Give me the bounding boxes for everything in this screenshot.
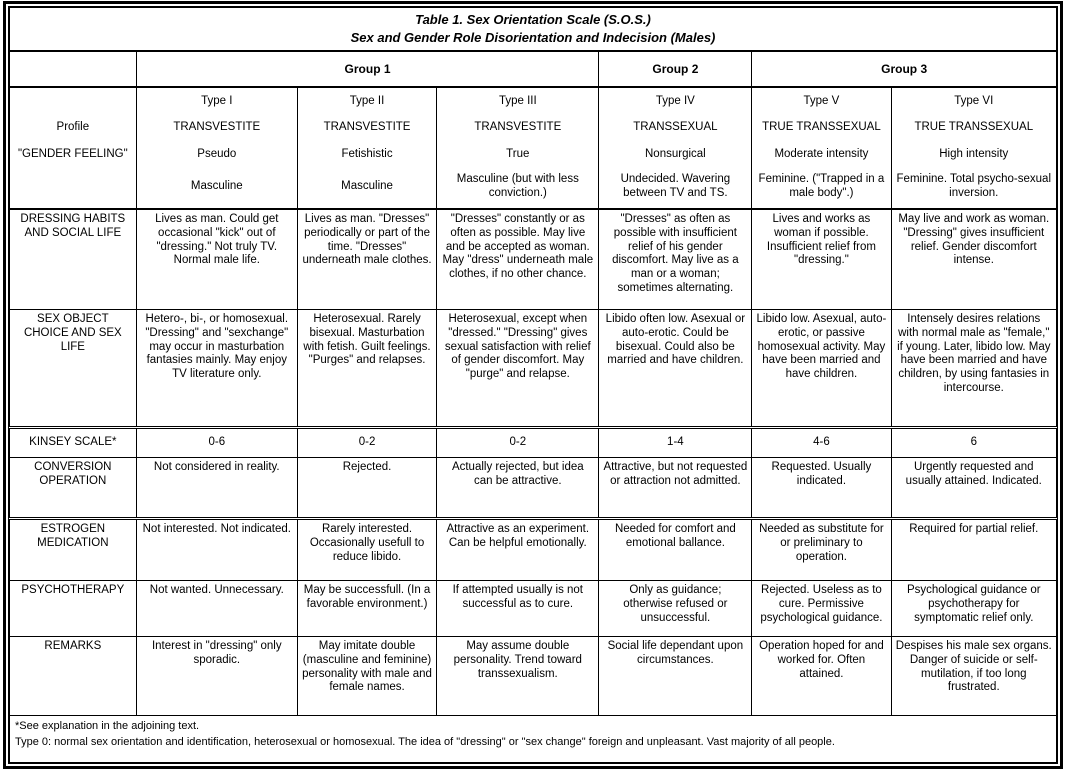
cell-kinsey-type-6: 6 [891, 428, 1056, 458]
cell-estrogen-type-6: Required for partial relief. [891, 519, 1056, 581]
type-3-feeling: Masculine (but with less conviction.) [456, 173, 579, 199]
cell-kinsey-type-5: 4-6 [752, 428, 891, 458]
type-6-name: TRUE TRANSSEXUAL [914, 120, 1034, 133]
cell-psychotherapy-type-4: Only as guidance; otherwise refused or unsuccessful. [599, 581, 752, 637]
group-3-header: Group 3 [752, 51, 1057, 87]
cell-sexobject-type-6: Intensely desires relations with normal male as "female," if young. Later, libido low. May have been married and have children, by using fantasies in intercourse. [891, 310, 1056, 428]
row-label-kinsey-scale: KINSEY SCALE* [10, 428, 137, 458]
cell-dressing-type-5: Lives and works as woman if possible. Insufficient relief from "dressing." [752, 209, 891, 310]
profile-type-4 [599, 87, 752, 209]
footnotes [10, 716, 1057, 763]
cell-conversion-type-6: Urgently requested and usually attained. Indicated. [891, 458, 1056, 519]
estrogen-medication-row [10, 519, 1057, 581]
cell-psychotherapy-type-6: Psychological guidance or psychotherapy for symptomatic relief only. [891, 581, 1056, 637]
cell-dressing-type-3: "Dresses" constantly or as often as possible. May live and be accepted as woman. May "dress" underneath male clothes, if no other chance. [437, 209, 599, 310]
cell-kinsey-type-4: 1-4 [599, 428, 752, 458]
type-1-subtype: Pseudo [197, 147, 237, 160]
cell-kinsey-type-3: 0-2 [437, 428, 599, 458]
type-3-heading: Type III [498, 95, 537, 108]
cell-remarks-type-5: Operation hoped for and worked for. Often attained. [752, 637, 891, 716]
profile-row [10, 87, 1057, 209]
table-title [10, 8, 1057, 52]
row-label-remarks: REMARKS [10, 637, 137, 716]
cell-estrogen-type-1: Not interested. Not indicated. [136, 519, 297, 581]
type-2-subtype: Fetishistic [341, 147, 393, 160]
footnote-row [10, 716, 1057, 763]
cell-conversion-type-1: Not considered in reality. [136, 458, 297, 519]
row-label-conversion-operation: CONVERSION OPERATION [10, 458, 137, 519]
type-5-subtype: Moderate intensity [774, 147, 869, 160]
kinsey-scale-row [10, 428, 1057, 458]
cell-sexobject-type-2: Heterosexual. Rarely bisexual. Masturbation with fetish. Guilt feelings. "Purges" and relapses. [297, 310, 436, 428]
cell-conversion-type-2: Rejected. [297, 458, 436, 519]
cell-sexobject-type-5: Libido low. Asexual, auto-erotic, or passive homosexual activity. May have been married and have children. [752, 310, 891, 428]
cell-dressing-type-6: May live and work as woman. "Dressing" gives insufficient relief. Gender discomfort intense. [891, 209, 1056, 310]
type-1-name: TRANSVESTITE [173, 120, 261, 133]
cell-dressing-type-4: "Dresses" as often as possible with insufficient relief of his gender discomfort. May live as a man or a woman; sometimes alternating. [599, 209, 752, 310]
title-row [10, 8, 1057, 52]
table-inner-border [8, 6, 1058, 764]
dressing-habits-row [10, 209, 1057, 310]
cell-dressing-type-2: Lives as man. "Dresses" periodically or part of the time. "Dresses" underneath male clothes. [297, 209, 436, 310]
cell-estrogen-type-2: Rarely interested. Occasionally usefull to reduce libido. [297, 519, 436, 581]
group-header-row [10, 51, 1057, 87]
profile-type-1 [136, 87, 297, 209]
gender-feeling-label: "GENDER FEELING" [17, 147, 128, 160]
group-1-header: Group 1 [136, 51, 599, 87]
type-3-subtype: True [506, 147, 530, 160]
cell-remarks-type-6: Despises his male sex organs. Danger of suicide or self-mutilation, if too long frustrated. [891, 637, 1056, 716]
type-3-name: TRANSVESTITE [474, 120, 562, 133]
row-label-estrogen-medication: ESTROGEN MEDICATION [10, 519, 137, 581]
table-outer-border [3, 1, 1063, 769]
cell-kinsey-type-1: 0-6 [136, 428, 297, 458]
footnote-line1: *See explanation in the adjoining text. [15, 720, 200, 732]
cell-estrogen-type-5: Needed as substitute for or preliminary to operation. [752, 519, 891, 581]
cell-dressing-type-1: Lives as man. Could get occasional "kick" out of "dressing." Not truly TV. Normal male life. [136, 209, 297, 310]
profile-type-3 [437, 87, 599, 209]
group-header-empty-cell [10, 51, 137, 87]
type-6-subtype: High intensity [939, 147, 1009, 160]
type-4-heading: Type IV [655, 95, 695, 108]
type-5-heading: Type V [803, 95, 840, 108]
cell-sexobject-type-3: Heterosexual, except when "dressed." "Dressing" gives sexual satisfaction with relief of gender discomfort. May "purge" and relapse. [437, 310, 599, 428]
sos-table [9, 7, 1057, 763]
profile-label: Profile [56, 120, 90, 133]
type-1-feeling: Masculine [190, 180, 243, 193]
cell-psychotherapy-type-1: Not wanted. Unnecessary. [136, 581, 297, 637]
type-1-heading: Type I [201, 95, 233, 108]
cell-conversion-type-3: Actually rejected, but idea can be attractive. [437, 458, 599, 519]
cell-remarks-type-4: Social life dependant upon circumstances. [599, 637, 752, 716]
group-2-header: Group 2 [599, 51, 752, 87]
row-label-psychotherapy: PSYCHOTHERAPY [10, 581, 137, 637]
row-label-profile [10, 87, 137, 209]
cell-conversion-type-4: Attractive, but not requested or attraction not admitted. [599, 458, 752, 519]
type-5-name: TRUE TRANSSEXUAL [762, 120, 881, 133]
cell-estrogen-type-3: Attractive as an experiment. Can be helpful emotionally. [437, 519, 599, 581]
profile-type-2 [297, 87, 436, 209]
cell-conversion-type-5: Requested. Usually indicated. [752, 458, 891, 519]
cell-sexobject-type-4: Libido often low. Asexual or auto-erotic. Could be bisexual. Could also be married and have children. [599, 310, 752, 428]
type-4-subtype: Nonsurgical [645, 147, 706, 160]
remarks-row [10, 637, 1057, 716]
type-5-feeling: Feminine. ("Trapped in a male body".) [758, 173, 885, 199]
conversion-operation-row [10, 458, 1057, 519]
cell-psychotherapy-type-2: May be successfull. (In a favorable environment.) [297, 581, 436, 637]
cell-remarks-type-2: May imitate double (masculine and feminine) personality with male and female names. [297, 637, 436, 716]
row-label-sex-object: SEX OBJECT CHOICE AND SEX LIFE [10, 310, 137, 428]
cell-psychotherapy-type-5: Rejected. Useless as to cure. Permissive psychological guidance. [752, 581, 891, 637]
cell-remarks-type-3: May assume double personality. Trend toward transsexualism. [437, 637, 599, 716]
type-2-name: TRANSVESTITE [323, 120, 411, 133]
profile-type-6 [891, 87, 1056, 209]
footnote-line2: Type 0: normal sex orientation and identification, heterosexual or homosexual. The idea of "dressing" or "sex change" foreign and unpleasant. Vast majority of all people. [15, 735, 835, 748]
sex-object-row [10, 310, 1057, 428]
table-title-line2: Sex and Gender Role Disorientation and Indecision (Males) [350, 30, 716, 45]
cell-sexobject-type-1: Hetero-, bi-, or homosexual. "Dressing" and "sexchange" may occur in masturbation fantasies mainly. May enjoy TV literature only. [136, 310, 297, 428]
type-4-feeling: Undecided. Wavering between TV and TS. [620, 173, 731, 199]
cell-kinsey-type-2: 0-2 [297, 428, 436, 458]
type-4-name: TRANSSEXUAL [633, 120, 718, 133]
type-2-feeling: Masculine [341, 180, 393, 193]
profile-type-5 [752, 87, 891, 209]
table-title-line1: Table 1. Sex Orientation Scale (S.O.S.) [415, 12, 651, 28]
document-page [3, 1, 1063, 769]
cell-remarks-type-1: Interest in "dressing" only sporadic. [136, 637, 297, 716]
psychotherapy-row [10, 581, 1057, 637]
cell-psychotherapy-type-3: If attempted usually is not successful as to cure. [437, 581, 599, 637]
type-6-feeling: Feminine. Total psycho-sexual inversion. [896, 173, 1052, 199]
row-label-dressing-habits: DRESSING HABITS AND SOCIAL LIFE [10, 209, 137, 310]
cell-estrogen-type-4: Needed for comfort and emotional ballance. [599, 519, 752, 581]
type-2-heading: Type II [349, 95, 385, 108]
type-6-heading: Type VI [954, 95, 994, 108]
